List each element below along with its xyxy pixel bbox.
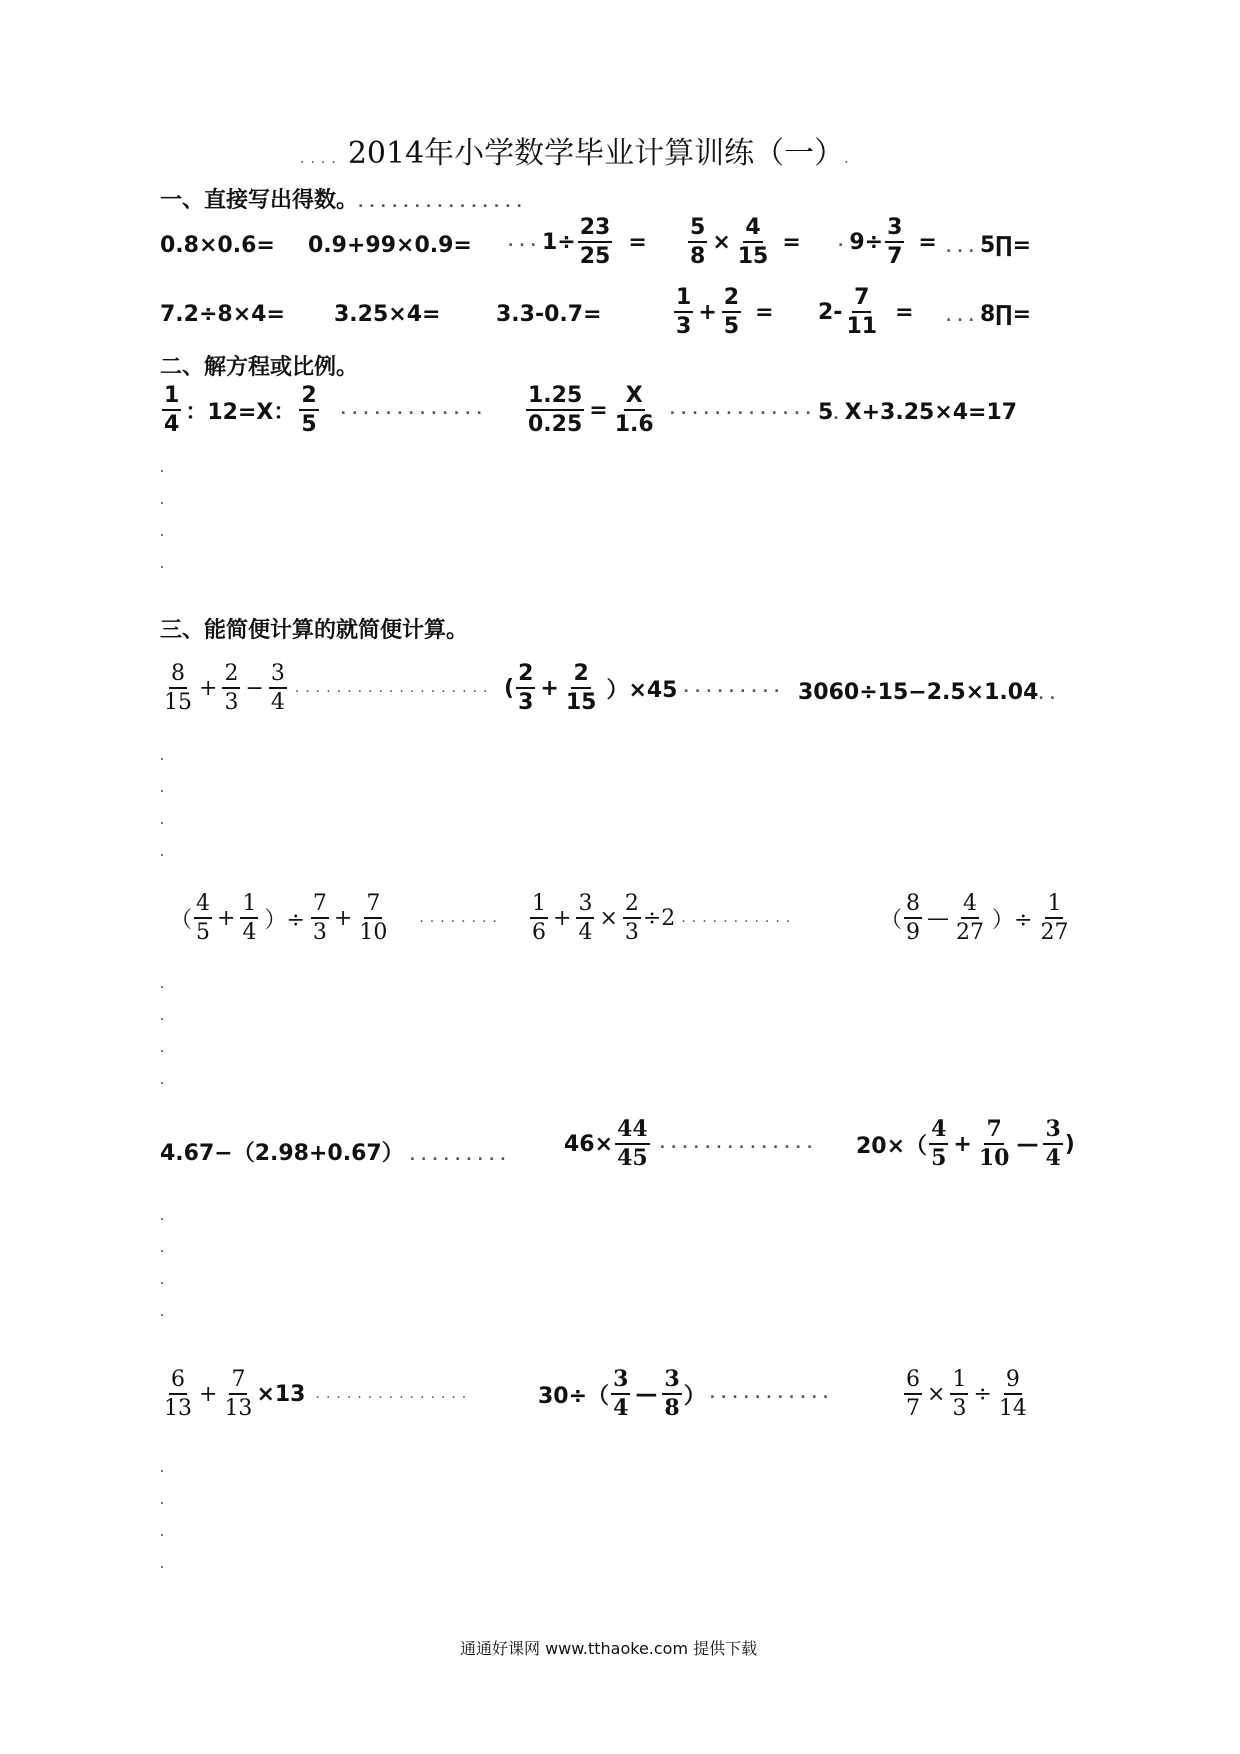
fraction: $\frac{8}{15}$ <box>164 661 192 716</box>
fraction: $\frac{7}{13}$ <box>224 1367 253 1422</box>
fraction: $\frac{3}{4}$ <box>613 1366 629 1422</box>
margin-dot <box>161 1502 163 1504</box>
fraction: $\frac{2}{5}$ <box>301 383 317 438</box>
fraction: $\frac{4}{5}$ <box>931 1116 947 1172</box>
problem-1d: $\frac{5}{8}$ × $\frac{4}{15}$ = <box>690 215 801 270</box>
problem-3-4b: 30÷（ $\frac{3}{4}$ — $\frac{3}{8}$ ） ........... <box>538 1366 835 1422</box>
fraction: $\frac{7}{10}$ <box>978 1116 1010 1172</box>
margin-dot <box>161 1470 163 1472</box>
problem-2b: $\frac{1.25}{0.25}$ = $\frac{X}{1.6}$ ............. <box>528 383 817 438</box>
fraction: $\frac{6}{7}$ <box>906 1367 920 1422</box>
problem-1l: ...8∏= <box>946 302 1032 327</box>
problem-1k: 2- $\frac{7}{11}$ = <box>818 285 914 340</box>
margin-dot <box>161 1282 163 1284</box>
fraction: $\frac{X}{1.6}$ <box>614 383 654 438</box>
problem-1g: 7.2÷8×4= <box>160 302 285 327</box>
margin-dot <box>161 758 163 760</box>
dot-leader: .... <box>300 151 342 167</box>
problem-3-3c: 20×（ $\frac{4}{5}$ + $\frac{7}{10}$ — $\frac{3}{4}$ ) <box>856 1116 1075 1172</box>
fraction: $\frac{8}{9}$ <box>906 891 921 946</box>
problem-1f: ...5∏= <box>946 233 1032 258</box>
problem-2c: 5.X+3.25×4=17 <box>818 400 1018 425</box>
fraction: $\frac{1}{3}$ <box>952 1367 967 1422</box>
problem-3-1b: ( $\frac{2}{3}$ + $\frac{2}{15}$ ）×45 ......... <box>504 661 786 716</box>
section-1-heading: 一、直接写出得数。............... <box>160 188 528 213</box>
fraction: $\frac{9}{14}$ <box>998 1367 1027 1422</box>
margin-dot <box>161 822 163 824</box>
fraction: $\frac{2}{15}$ <box>565 661 597 716</box>
page-title <box>300 128 855 172</box>
problem-1c: ... 1÷ $\frac{23}{25}$ = <box>508 215 647 270</box>
margin-dot <box>161 502 163 504</box>
problem-3-4c: $\frac{6}{7}$ × $\frac{1}{3}$ ÷ $\frac{9}{14}$ <box>906 1367 1027 1422</box>
problem-1b: 0.9+99×0.9= <box>308 233 472 258</box>
fraction: $\frac{3}{4}$ <box>1045 1116 1061 1172</box>
problem-3-2c: （ $\frac{8}{9}$ — $\frac{4}{27}$ ）÷ $\frac{1}{27}$ <box>880 891 1069 946</box>
problem-1h: 3.25×4= <box>334 302 441 327</box>
problem-3-3b: 46× $\frac{44}{45}$ .............. <box>564 1116 819 1172</box>
section-3-heading: 三、能简便计算的就简便计算。 <box>160 618 469 643</box>
problem-1j: $\frac{1}{3}$ + $\frac{2}{5}$ = <box>676 285 774 340</box>
fraction: $\frac{3}{4}$ <box>270 661 285 716</box>
fraction: $\frac{7}{10}$ <box>359 891 388 946</box>
margin-dot <box>161 1050 163 1052</box>
problem-3-1c: 3060÷15−2.5×1.04.. <box>798 680 1062 705</box>
fraction: $\frac{5}{8}$ <box>690 215 706 270</box>
margin-dot <box>161 1018 163 1020</box>
fraction: $\frac{1}{3}$ <box>676 285 692 340</box>
fraction: $\frac{2}{5}$ <box>723 285 740 340</box>
margin-dot <box>161 986 163 988</box>
problem-3-1a: $\frac{8}{15}$ + $\frac{2}{3}$ − $\frac{3}{4}$ ................... <box>164 661 494 716</box>
dot-leader: ............... <box>358 195 528 211</box>
margin-dot <box>161 1082 163 1084</box>
dot-leader: . <box>844 151 855 167</box>
fraction: $\frac{2}{3}$ <box>224 661 239 716</box>
fraction: $\frac{2}{3}$ <box>518 661 534 716</box>
problem-2a: $\frac{1}{4}$ ：12=X： $\frac{2}{5}$ ............. <box>164 383 488 438</box>
fraction: $\frac{1}{6}$ <box>532 891 546 946</box>
margin-dot <box>161 470 163 472</box>
fraction: $\frac{4}{15}$ <box>737 215 769 270</box>
footer-credit: 通通好课网 www.tthaoke.com 提供下载 <box>460 1639 758 1658</box>
problem-3-2a: （ $\frac{4}{5}$ + $\frac{1}{4}$ ）÷ $\frac{7}{3}$ + $\frac{7}{10}$ ........ <box>170 891 503 946</box>
margin-dot <box>161 1218 163 1220</box>
margin-dot <box>161 790 163 792</box>
fraction: $\frac{3}{8}$ <box>664 1366 680 1422</box>
problem-3-2b: $\frac{1}{6}$ + $\frac{3}{4}$ × $\frac{2}{3}$ ÷2 ........... <box>532 891 797 946</box>
fraction: $\frac{4}{5}$ <box>196 891 211 946</box>
fraction: $\frac{1.25}{0.25}$ <box>528 383 583 438</box>
fraction: $\frac{7}{11}$ <box>846 285 878 340</box>
fraction: $\frac{1}{4}$ <box>242 891 257 946</box>
problem-1a: 0.8×0.6= <box>160 233 275 258</box>
margin-dot <box>161 854 163 856</box>
fraction: $\frac{1}{27}$ <box>1040 891 1069 946</box>
fraction: $\frac{6}{13}$ <box>164 1367 192 1422</box>
fraction: $\frac{3}{4}$ <box>578 891 593 946</box>
title-text: 2014年小学数学毕业计算训练（一） <box>347 136 845 171</box>
problem-1e: . 9÷ $\frac{3}{7}$ = <box>838 215 937 270</box>
margin-dot <box>161 1566 163 1568</box>
margin-dot <box>161 566 163 568</box>
margin-dot <box>161 1314 163 1316</box>
problem-3-3a: 4.67−（2.98+0.67） ......... <box>160 1141 512 1166</box>
fraction: $\frac{4}{27}$ <box>956 891 985 946</box>
fraction: $\frac{7}{3}$ <box>312 891 327 946</box>
section-2-heading: 二、解方程或比例。 <box>160 355 359 380</box>
fraction: $\frac{2}{3}$ <box>624 891 639 946</box>
fraction: $\frac{23}{25}$ <box>579 215 611 270</box>
problem-1i: 3.3-0.7= <box>496 302 602 327</box>
margin-dot <box>161 1534 163 1536</box>
fraction: $\frac{1}{4}$ <box>164 383 180 438</box>
margin-dot <box>161 534 163 536</box>
fraction: $\frac{44}{45}$ <box>617 1116 648 1172</box>
margin-dot <box>161 1250 163 1252</box>
problem-3-4a: $\frac{6}{13}$ + $\frac{7}{13}$ ×13 ............... <box>164 1367 473 1422</box>
fraction: $\frac{3}{7}$ <box>887 215 903 270</box>
